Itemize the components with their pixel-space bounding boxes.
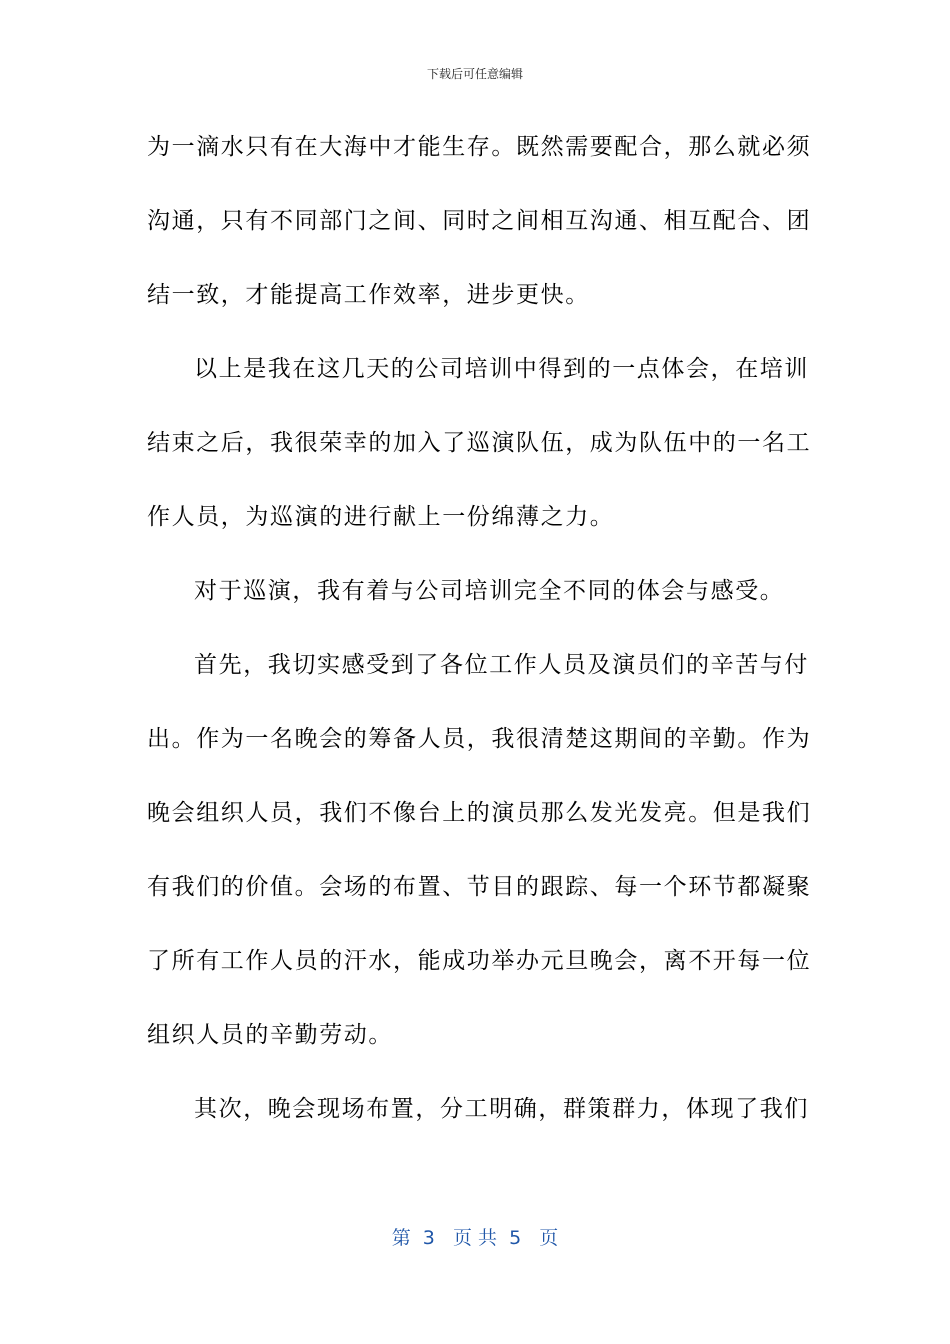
page-number-footer: 第 3 页 共 5 页 <box>391 1227 559 1249</box>
paragraph-first-line: 对于巡演，我有着与公司培训完全不同的体会与感受。 <box>194 578 785 604</box>
text-line: 晚会组织人员，我们不像台上的演员那么发光发亮。但是我们 <box>147 800 812 826</box>
document-body <box>147 110 812 1146</box>
text-line: 了所有工作人员的汗水，能成功举办元旦晚会，离不开每一位 <box>147 948 812 974</box>
text-line: 出。作为一名晚会的筹备人员，我很清楚这期间的辛勤。作为 <box>147 726 812 752</box>
paragraph-first-line: 其次，晚会现场布置，分工明确，群策群力，体现了我们 <box>194 1096 809 1122</box>
paragraph-first-line: 以上是我在这几天的公司培训中得到的一点体会，在培训 <box>194 356 809 382</box>
text-line: 组织人员的辛勤劳动。 <box>147 1022 393 1048</box>
text-line: 结一致，才能提高工作效率，进步更快。 <box>147 282 590 308</box>
text-line: 沟通，只有不同部门之间、同时之间相互沟通、相互配合、团 <box>147 208 812 234</box>
text-line: 结束之后，我很荣幸的加入了巡演队伍，成为队伍中的一名工 <box>147 430 812 456</box>
text-line: 有我们的价值。会场的布置、节目的跟踪、每一个环节都凝聚 <box>147 874 812 900</box>
page-header: 下载后可任意编辑 <box>426 67 523 81</box>
text-line: 作人员，为巡演的进行献上一份绵薄之力。 <box>147 504 615 530</box>
paragraph-first-line: 首先，我切实感受到了各位工作人员及演员们的辛苦与付 <box>194 652 809 678</box>
text-line: 为一滴水只有在大海中才能生存。既然需要配合，那么就必须 <box>147 134 812 160</box>
